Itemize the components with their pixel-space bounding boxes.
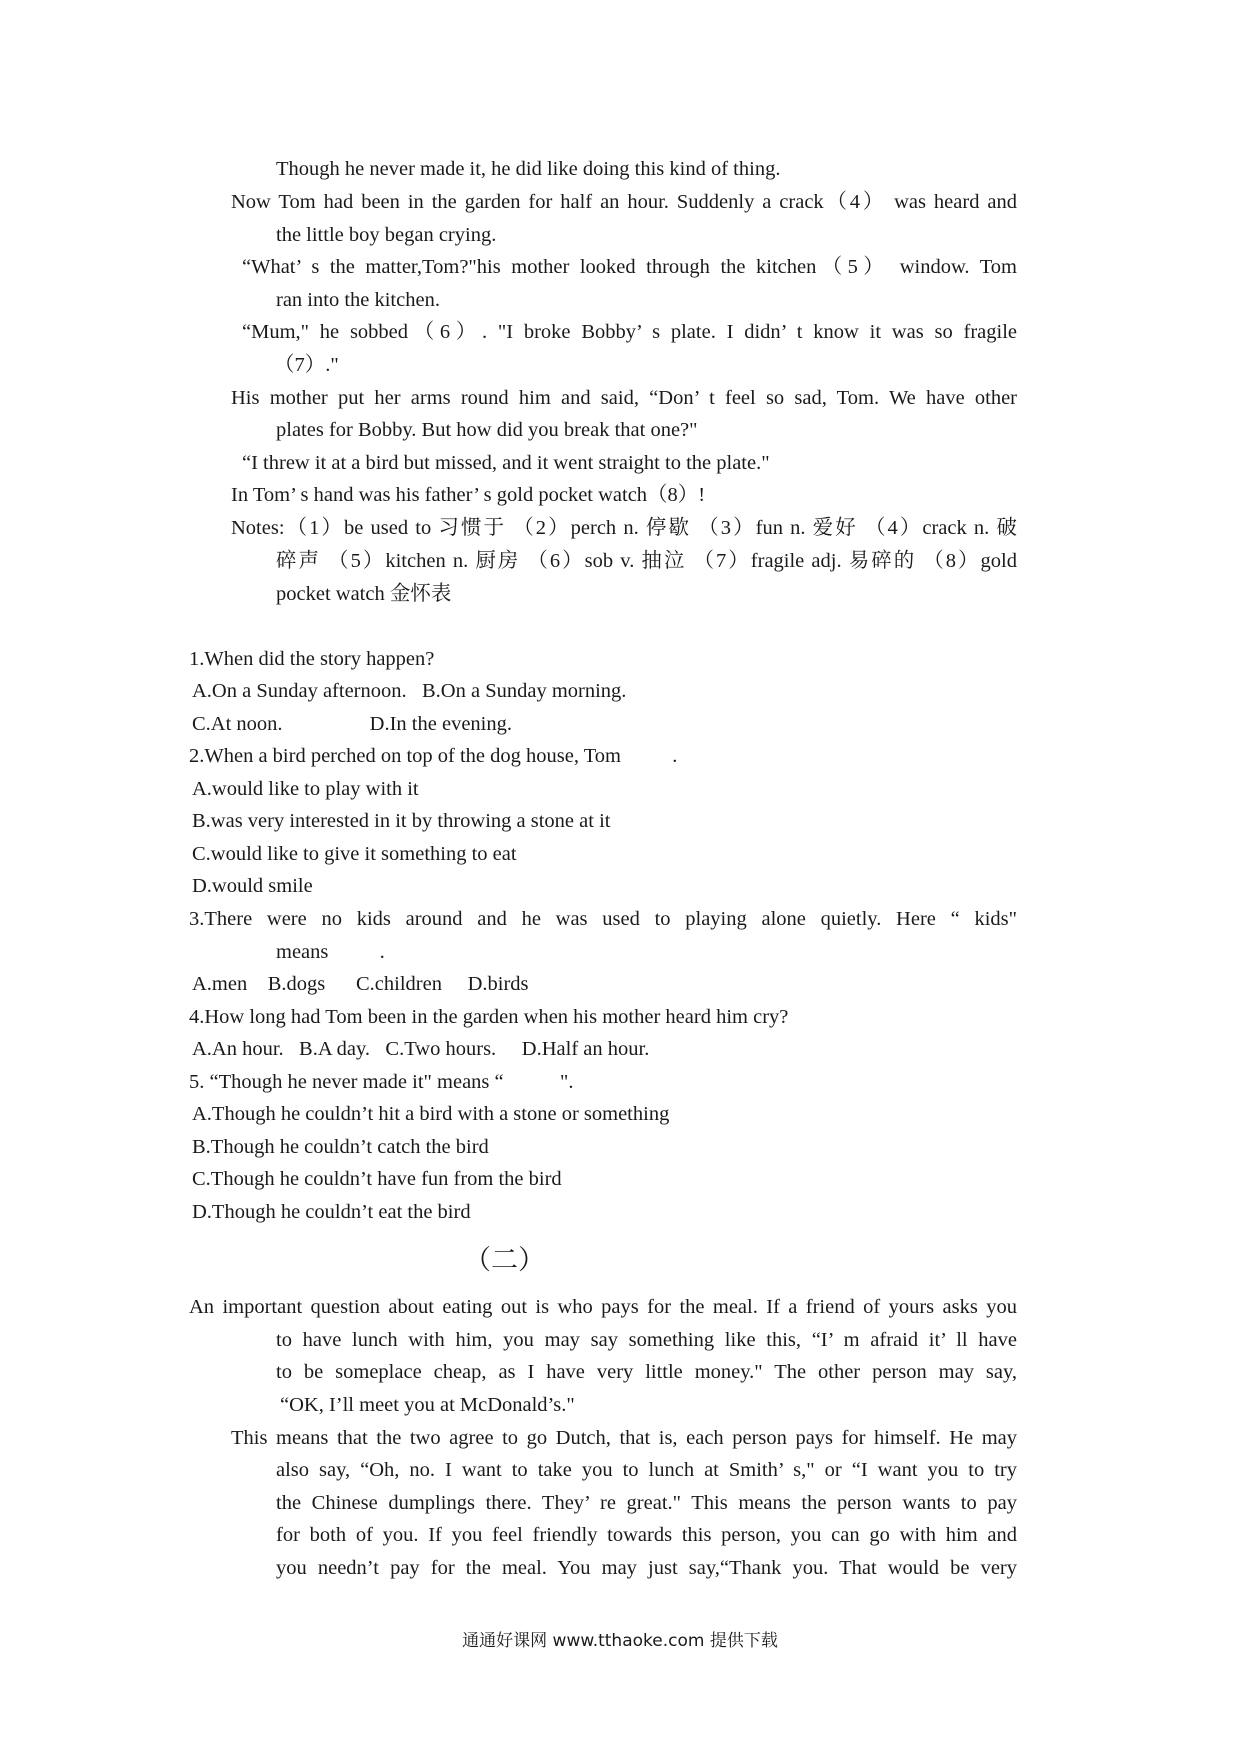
passage-line: for both of you. If you feel friendly towards this person, you can go with him and xyxy=(276,1524,1017,1546)
question-options: C.At noon. D.In the evening. xyxy=(192,713,512,735)
passage-line: “What’ s the matter,Tom?"his mother looked through the kitchen（5） window. Tom xyxy=(242,256,1017,278)
passage-line: to have lunch with him, you may say something like this, “I’ m afraid it’ ll have xyxy=(276,1329,1017,1351)
passage-line: “I threw it at a bird but missed, and it went straight to the plate." xyxy=(242,452,770,474)
notes-line: 碎声 （5）kitchen n. 厨房 （6）sob v. 抽泣 （7）fragile adj. 易碎的 （8）gold xyxy=(276,550,1017,572)
question-stem: 1.When did the story happen? xyxy=(189,648,435,670)
section-heading: （二） xyxy=(464,1245,545,1275)
passage-line: In Tom’ s hand was his father’ s gold pocket watch（8）! xyxy=(231,484,706,506)
passage-line: ran into the kitchen. xyxy=(276,289,440,311)
question-options: A.An hour. B.A day. C.Two hours. D.Half an hour. xyxy=(192,1038,650,1060)
question-option: B.was very interested in it by throwing a stone at it xyxy=(192,810,611,832)
question-stem: 2.When a bird perched on top of the dog house, Tom . xyxy=(189,745,678,767)
page-footer: 通通好课网 www.tthaoke.com 提供下载 xyxy=(462,1631,778,1651)
question-option: D.Though he couldn’t eat the bird xyxy=(192,1201,471,1223)
passage-line: Now Tom had been in the garden for half an hour. Suddenly a crack（4） was heard and xyxy=(231,191,1017,213)
question-stem: means . xyxy=(276,941,385,963)
question-option: A.Though he couldn’t hit a bird with a stone or something xyxy=(192,1103,670,1125)
passage-line: This means that the two agree to go Dutch, that is, each person pays for himself. He may xyxy=(231,1427,1017,1449)
passage-line: An important question about eating out is who pays for the meal. If a friend of yours asks you xyxy=(189,1296,1017,1318)
passage-line: the Chinese dumplings there. They’ re great." This means the person wants to pay xyxy=(276,1492,1017,1514)
notes-line: Notes:（1）be used to 习惯于 （2）perch n. 停歇 （3）fun n. 爱好 （4）crack n. 破 xyxy=(231,517,1017,539)
passage-line: （7）." xyxy=(274,354,339,376)
question-options: A.men B.dogs C.children D.birds xyxy=(192,973,529,995)
question-option: D.would smile xyxy=(192,875,313,897)
passage-line: also say, “Oh, no. I want to take you to lunch at Smith’ s," or “I want you to try xyxy=(276,1459,1017,1481)
notes-line: pocket watch 金怀表 xyxy=(276,583,452,605)
passage-line: plates for Bobby. But how did you break that one?" xyxy=(276,419,698,441)
passage-line: you needn’t pay for the meal. You may just say,“Thank you. That would be very xyxy=(276,1557,1017,1579)
passage-line: the little boy began crying. xyxy=(276,224,497,246)
passage-line: “OK, I’ll meet you at McDonald’s." xyxy=(280,1394,575,1416)
question-stem: 4.How long had Tom been in the garden when his mother heard him cry? xyxy=(189,1006,789,1028)
question-stem: 5. “Though he never made it" means “ ". xyxy=(189,1071,574,1093)
question-options: A.On a Sunday afternoon. B.On a Sunday morning. xyxy=(192,680,627,702)
question-option: B.Though he couldn’t catch the bird xyxy=(192,1136,489,1158)
question-option: C.Though he couldn’t have fun from the bird xyxy=(192,1168,562,1190)
question-option: C.would like to give it something to eat xyxy=(192,843,517,865)
passage-line: Though he never made it, he did like doing this kind of thing. xyxy=(276,158,781,180)
question-option: A.would like to play with it xyxy=(192,778,419,800)
passage-line: to be someplace cheap, as I have very little money." The other person may say, xyxy=(276,1361,1017,1383)
passage-line: His mother put her arms round him and said, “Don’ t feel so sad, Tom. We have other xyxy=(231,387,1017,409)
passage-line: “Mum," he sobbed（6）. "I broke Bobby’ s plate. I didn’ t know it was so fragile xyxy=(242,321,1017,343)
question-stem: 3.There were no kids around and he was used to playing alone quietly. Here “ kids" xyxy=(189,908,1017,930)
